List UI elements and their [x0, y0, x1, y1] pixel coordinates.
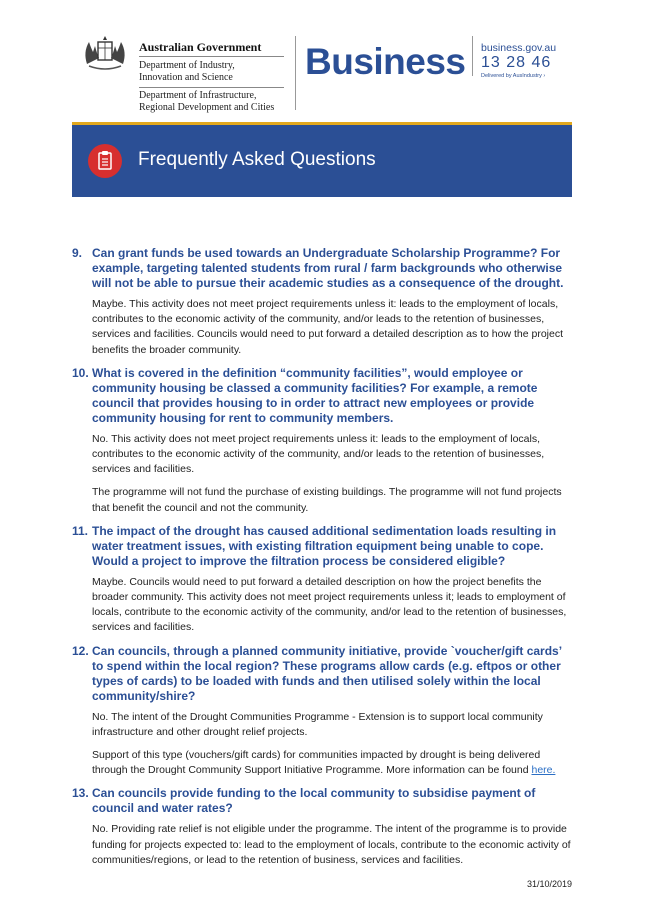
question-number: 10. — [72, 365, 89, 380]
clipboard-icon — [88, 144, 122, 178]
question-number: 11. — [72, 523, 89, 538]
department-line: Department of Infrastructure, — [139, 90, 257, 101]
question-text: The impact of the drought has caused additional sedimentation loads resulting in water treatment issues, with existing filtration equipment being unable to cope. Would a project to improve the filtration process be considered eligible? — [92, 523, 557, 568]
page-title: Frequently Asked Questions — [138, 149, 376, 170]
answer-paragraph: Maybe. This activity does not meet project requirements unless it: leads to the employment of locals, contributes to the economic activity of the community, and/or leads to the retention of businesses, services and facilities. Councils would need to put forward a detailed description as to how the project benefits the broader community. — [92, 298, 564, 356]
business-delivered: Delivered by AusIndustry › — [481, 73, 546, 79]
answer-paragraph: No. This activity does not meet project requirements unless it: leads to the employment of locals, contributes to the economic activity of the community, and/or leads to the retention of businesses, services and facilities. — [92, 432, 545, 476]
question-number: 13. — [72, 786, 89, 801]
faq-question — [72, 644, 574, 704]
document-header — [0, 0, 645, 122]
title-banner — [72, 125, 572, 197]
coat-of-arms-logo — [79, 34, 131, 72]
business-url: business.gov.au — [481, 42, 557, 54]
divider — [139, 87, 284, 88]
divider — [295, 36, 296, 110]
department-infrastructure — [139, 90, 274, 114]
faq-question — [72, 246, 574, 291]
question-text: Can councils provide funding to the local community to subsidise payment of council and water rates? — [92, 786, 536, 816]
document-date: 31/10/2019 — [527, 879, 573, 889]
faq-item — [72, 786, 574, 868]
question-number: 12. — [72, 643, 89, 658]
business-phone: 13 28 46 — [481, 54, 552, 71]
question-text: Can councils, through a planned community initiative, provide `voucher/gift cards’ to spend within the local region? These programs allow cards (e.g. eftpos or other types of cards) to be loaded with funds and then utilised solely within the local community/shire? — [92, 643, 562, 703]
answer-paragraph — [92, 748, 574, 778]
question-text: Can grant funds be used towards an Undergraduate Scholarship Programme? For example, targeting talented students from rural / farm backgrounds who otherwise will not be able to pursue their academic studies as a consequence of the drought. — [92, 246, 564, 290]
faq-question — [72, 524, 574, 569]
faq-question — [72, 366, 574, 426]
department-line: Department of Industry, — [139, 60, 235, 71]
faq-item — [72, 246, 574, 358]
divider — [472, 36, 473, 76]
faq-item — [72, 366, 574, 516]
department-line: Regional Development and Cities — [139, 102, 275, 113]
more-info-link[interactable]: here. — [531, 764, 556, 777]
faq-list — [72, 246, 574, 876]
faq-item — [72, 644, 574, 779]
faq-question — [72, 786, 574, 816]
department-line: Innovation and Science — [139, 72, 233, 83]
question-text: What is covered in the definition “community facilities”, would employee or community housing be classed a community facilities? For example, a remote council that provides housing to in order to attract new employees or provide community housing for rent to community members. — [92, 365, 538, 425]
government-name — [139, 40, 261, 54]
business-logo: Business — [305, 41, 466, 82]
government-title: Australian Government — [139, 40, 262, 54]
answer-paragraph: Maybe. Councils would need to put forward a detailed description on how the project benefits the broader community. This activity does not meet project requirements unless it; leads to employment of locals, contribute to the economic activity of the community, and/or lead to the retention of businesses, services and facilities. — [92, 575, 567, 634]
faq-item — [72, 524, 574, 636]
answer-text: Support of this type (vouchers/gift cards) for communities impacted by drought is being delivered through the Drought Community Support Initiative Programme. More information can be found — [92, 749, 541, 777]
answer-paragraph: No. Providing rate relief is not eligible under the programme. The intent of the programme is to provide funding for projects expected to: lead to the employment of locals, contribute to the economic activity of communities/regions, or lead to the retention of business, services and facilities. — [92, 823, 571, 866]
answer-paragraph: The programme will not fund the purchase of existing buildings. The programme will not fund projects that benefit the council and not the community. — [92, 486, 562, 514]
answer-paragraph: No. The intent of the Drought Communities Programme - Extension is to support local community infrastructure and other drought relief projects. — [92, 710, 543, 738]
question-number: 9. — [72, 246, 83, 260]
department-industry — [139, 60, 235, 84]
divider — [139, 56, 284, 57]
